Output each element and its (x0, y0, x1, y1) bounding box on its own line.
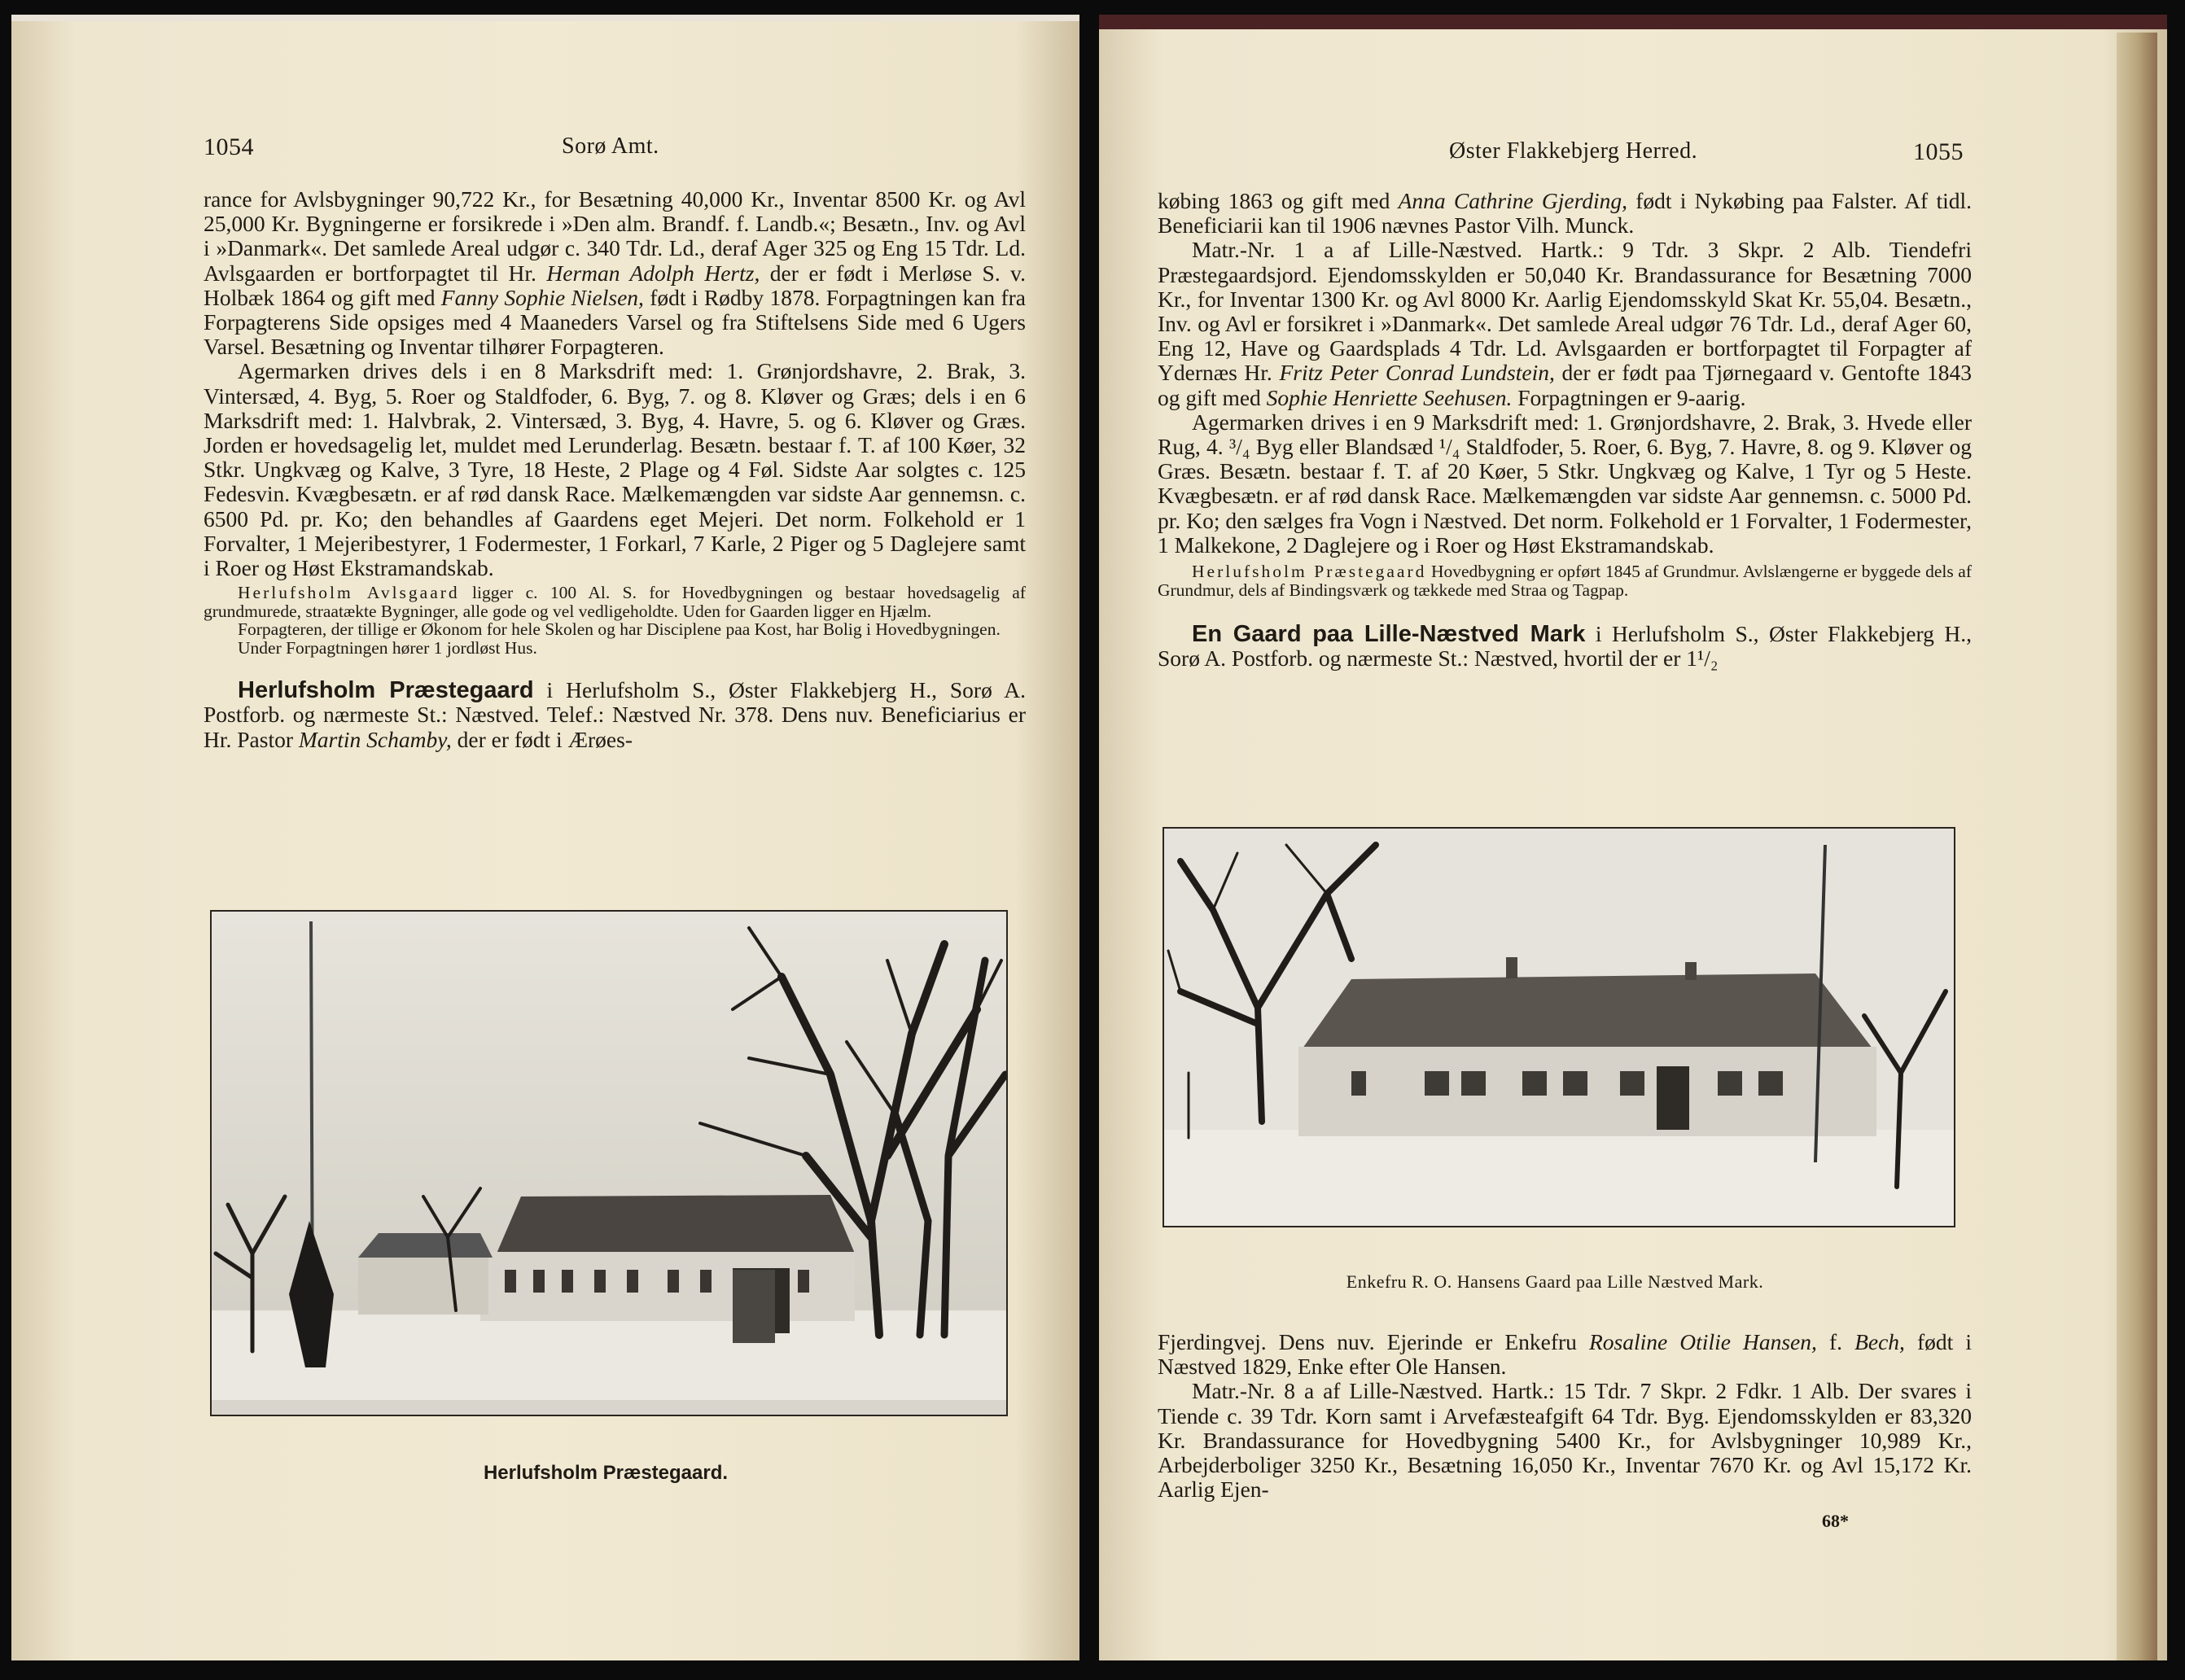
text-run: Matr.-Nr. 1 a af Lille-Næstved. Hartk.: 9 Tdr. 3 Skpr. 2 Alb. Tiendefri Præstegaardsjord. Ejendomsskylden er 50,040 Kr. Brandassurance for Besætning 7000 Kr., for Inventar 1300 Kr. og Avl 8000 Kr. Aarlig Ejendomsskyld Skat Kr. 55,04. Besætn., Inv. og Avl er forsikret i »Danmark«. Det samlede Areal udgør 76 Tdr. Ld., deraf Ager 60, Eng 12, Have og Gaardsplads 4 Tdr. Ld. Avlsgaarden er bortforpagtet til Forpagter af Ydernæs Hr. (1158, 237, 1972, 386)
note-paragraph: Forpagteren, der tillige er Økonom for hele Skolen og har Disciplene paa Kost, har Bolig i Hovedbygningen. (238, 619, 1001, 640)
photo-herlufsholm-praestegaard (210, 910, 1008, 1416)
entry-text: i Herlufsholm S., Øster Flakkebjerg H., Sorø A. Postforb. og nærmeste St.: Næstved, hvortil der er 1¹/₂ (1158, 621, 1972, 672)
photo-caption: Enkefru R. O. Hansens Gaard paa Lille Næstved Mark. (1346, 1271, 1764, 1292)
text-run: der er født paa Tjørnegaard v. Gentofte 1843 og gift med (1158, 360, 1972, 410)
note-text: ligger c. 100 Al. S. for Hovedbygningen og bestaar hovedsagelig af grundmurede, straatækte Bygninger, alle gode og vel vedligeholdte. Uden for Gaarden ligger en Hjælm. (204, 583, 1026, 621)
text-run: rance for Avlsbygninger 90,722 Kr., for Besætning 40,000 Kr., Inventar 8500 Kr. og Avl 25,000 Kr. Bygningerne er forsikrede i »Den alm. Brandf. f. Landb.«; Besætn., Inv. og Avl i »Danmark«. Det samlede Areal udgør c. 340 Tdr. Ld., deraf Ager 325 og Eng 15 Tdr. Ld. Avlsgaarden er bortforpagtet til Hr. (204, 186, 1026, 286)
paragraph: Agermarken drives dels i en 8 Marksdrift med: 1. Grønjordshavre, 2. Brak, 3. Vintersæd, 4. Byg, 5. Roer og Staldfoder, 6. Byg, 7. og 8. Kløver og Græs; dels i en 6 Marksdrift med: 1. Halvbrak, 2. Vintersæd, 3. Byg, 4. Havre, 5. og 6. Kløver og Græs. Jorden er hovedsagelig let, muldet med Lerunderlag. Besætn. bestaar f. T. af 100 Køer, 32 Stkr. Ungkvæg og Kalve, 3 Tyre, 18 Heste, 2 Plage og 4 Føl. Sidste Aar solgtes c. 125 Fedesvin. Kvægbesætn. er af rød dansk Race. Mælkemængden var sidste Aar gennemsn. c. 6500 Pd. pr. Ko; den behandles af Gaardens eget Mejeri. Det norm. Folkehold er 1 Forvalter, 1 Mejeribestyrer, 1 Fodermester, 1 Forkarl, 7 Karle, 2 Piger og 5 Daglejere samt i Roer og Høst Ekstramandskab. (204, 358, 1026, 581)
paragraph (204, 187, 1026, 359)
entry-heading: Herlufsholm Præstegaard (238, 677, 534, 704)
text-run: f. (1816, 1329, 1855, 1354)
note-term: Herlufsholm Præstegaard (1192, 562, 1427, 582)
paragraph: Agermarken drives i en 9 Marksdrift med: 1. Grønjordshavre, 2. Brak, 3. Hvede eller Rug, 4. ³/₄ Byg eller Blandsæd ¹/₄ Staldfoder, 5. Roer, 6. Byg, 7. Havre, 8. og 9. Kløver og Græs. Besætn. bestaar f. T. af 20 Køer, 5 Stkr. Ungkvæg og Kalve, 1 Tyr og 5 Heste. Kvægbesætn. er af rød dansk Race. Mælkemængden var sidste Aar gennemsn. c. 5000 Pd. pr. Ko; den sælges fra Vogn i Næstved. Det norm. Folkehold er 1 Forvalter, 1 Fodermester, 1 Malkekone, 2 Daglejere og i Roer og Høst Ekstramandskab. (1158, 409, 1972, 558)
person-name: Fritz Peter Conrad Lundstein, (1279, 360, 1555, 386)
person-name: Sophie Henriette Seehusen. (1266, 384, 1513, 410)
person-name: Herman Adolph Hertz, (546, 260, 760, 286)
page-number: 1054 (204, 133, 254, 160)
text-run: købing 1863 og gift med (1158, 188, 1399, 213)
photo-caption: Herlufsholm Præstegaard. (483, 1462, 729, 1484)
left-page (11, 15, 1079, 1660)
paragraph (1158, 189, 1972, 238)
text-run: der er født i Merløse S. v. Holbæk 1864 og gift med (204, 260, 1026, 310)
paragraph (1158, 1330, 1972, 1379)
note-text: Hovedbygning er opført 1845 af Grundmur. Avlslængerne er byggede dels af Grundmur, dels af Bindingsværk og tækkede med Straa og Tagpap. (1158, 562, 1973, 600)
text-run: Fjerdingvej. Dens nuv. Ejerinde er Enkefru (1158, 1329, 1589, 1354)
paragraph (1158, 238, 1972, 409)
text-run: født i Næstved 1829, Enke efter Ole Hansen. (1158, 1329, 1972, 1380)
entry-text: der er født i Ærøes- (451, 726, 633, 752)
entry-paragraph (204, 678, 1026, 752)
page-number: 1055 (1913, 138, 1964, 165)
text-block (204, 187, 1026, 752)
text-run: født i Rødby 1878. Forpagtningen kan fra Forpagterens Side opsiges med 4 Maaneders Varsel og fra Stiftelsens Side med 6 Ugers Varsel. Besætning og Inventar tilhører Forpagteren. (204, 284, 1026, 360)
text-run: født i Nykøbing paa Falster. Af tidl. Beneficiarii kan til 1906 nævnes Pastor Vilh. Munck. (1158, 188, 1972, 238)
entry-paragraph (1158, 622, 1972, 671)
text-block (1158, 1330, 1972, 1502)
person-name: Anna Cathrine Gjerding, (1398, 188, 1628, 213)
book-edge-right (2117, 33, 2157, 1660)
right-page (1099, 15, 2167, 1660)
entry-heading: En Gaard paa Lille-Næstved Mark (1192, 621, 1586, 648)
paragraph: Matr.-Nr. 8 a af Lille-Næstved. Hartk.: 15 Tdr. 7 Skpr. 2 Fdkr. 1 Alb. Der svares i Tiende c. 39 Tdr. Korn samt i Arvefæsteafgift 64 Tdr. Byg. Ejendomsskylden er 83,320 Kr. Brandassurance for Hovedbygning 5400 Kr., for Avlsbygninger 10,989 Kr., Arbejderboliger 3250 Kr., Besætning 16,050 Kr., Inventar 7670 Kr. og Avl 15,172 Kr. Aarlig Ejen- (1158, 1378, 1972, 1503)
note-paragraph (1158, 562, 1972, 599)
signature-mark: 68* (1822, 1511, 1849, 1531)
person-name: Martin Schamby, (298, 726, 452, 752)
note-paragraph: Under Forpagtningen hører 1 jordløst Hus. (238, 637, 537, 658)
photo-lille-naestved-gaard (1163, 827, 1955, 1227)
person-name: Rosaline Otilie Hansen, (1589, 1329, 1817, 1354)
text-run: Forpagtningen er 9-aarig. (1512, 384, 1746, 410)
note-term: Herlufsholm Avlsgaard (238, 583, 460, 603)
entry-text: i Herlufsholm S., Øster Flakkebjerg H., Sorø A. Postforb. og nærmeste St.: Næstved. Telef.: Næstved Nr. 378. Dens nuv. Beneficiarius er Hr. Pastor (204, 677, 1026, 752)
text-block (1158, 189, 1972, 671)
running-head: Øster Flakkebjerg Herred. (1449, 138, 1698, 164)
running-head: Sorø Amt. (562, 133, 659, 159)
person-name: Bech, (1854, 1329, 1905, 1354)
person-name: Fanny Sophie Nielsen, (440, 284, 644, 310)
note-paragraph (204, 584, 1026, 620)
